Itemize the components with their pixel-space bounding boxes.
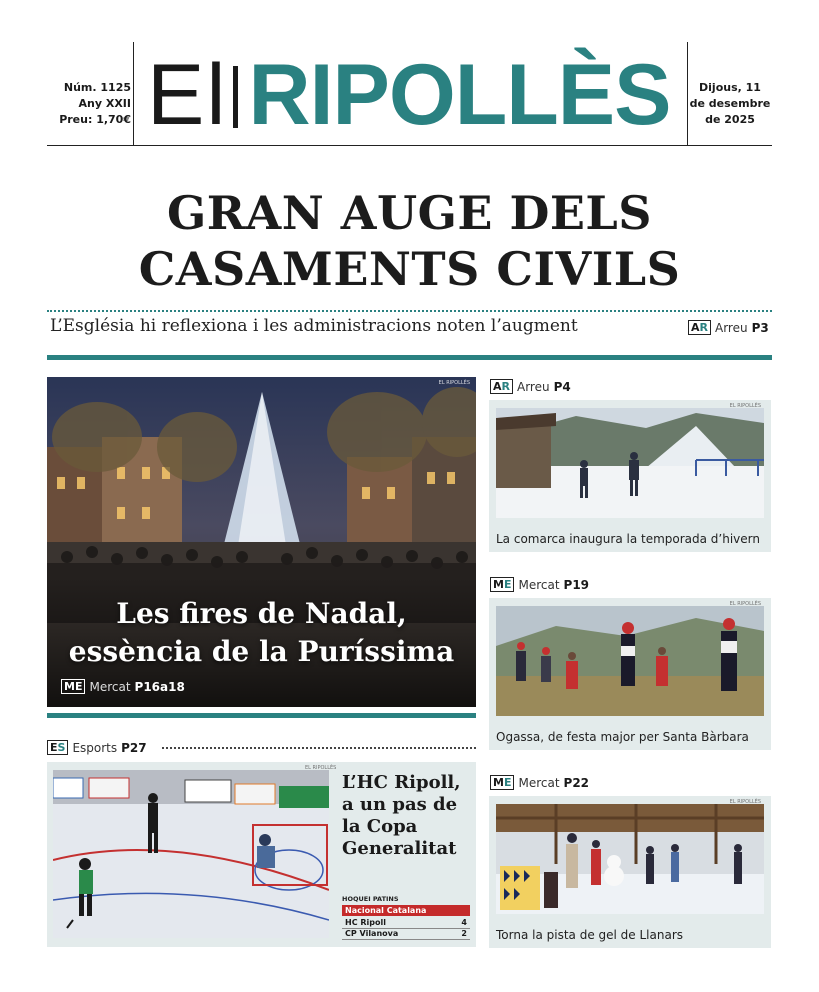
team-score: 4 [461, 918, 467, 927]
section-code: ES [47, 740, 68, 755]
section-page: P19 [563, 577, 590, 592]
sports-section-tag[interactable] [47, 740, 147, 755]
sports-headline[interactable] [342, 772, 472, 860]
league-banner: Nacional Catalana [342, 905, 470, 916]
story2-section-tag[interactable] [490, 577, 589, 592]
folk-dance-image [496, 606, 764, 716]
lead-bottom-bar [47, 355, 772, 360]
feature-section-tag[interactable] [61, 679, 185, 694]
sports-title-line-2: a un pas de [342, 794, 458, 815]
lead-divider [47, 310, 772, 312]
logo-name: RIPOLLÈS [248, 47, 671, 143]
story-caption: Ogassa, de festa major per Santa Bàrbara [496, 730, 749, 744]
sports-card[interactable] [47, 762, 476, 947]
section-page: P16a18 [134, 679, 185, 694]
score-row [342, 929, 470, 940]
sports-title-line-4: Generalitat [342, 838, 457, 859]
lead-headline[interactable] [47, 185, 772, 297]
caption-line-1: Les fires de Nadal, [116, 597, 407, 630]
issue-info [47, 80, 131, 128]
section-code: ME [61, 679, 85, 694]
section-label: Arreu [715, 320, 748, 335]
story1-section-tag[interactable] [490, 379, 571, 394]
date-day: Dijous, 11 [699, 81, 761, 94]
feature-caption [47, 595, 476, 671]
section-page: P27 [121, 740, 147, 755]
photo-credit: EL RIPOLLÈS [438, 380, 470, 386]
rink-hockey-image [53, 770, 329, 938]
issue-number: Núm. 1125 [63, 81, 131, 94]
sports-title-line-3: la Copa [342, 816, 418, 837]
section-page: P4 [553, 379, 571, 394]
section-label: Arreu [517, 379, 550, 394]
sports-tag-rule [162, 747, 476, 749]
story-card-ogassa[interactable] [489, 598, 771, 750]
date-year: de 2025 [705, 113, 755, 126]
section-code: AR [490, 379, 513, 394]
section-label: Esports [72, 740, 118, 755]
feature-photo[interactable] [47, 377, 476, 707]
team-name: CP Vilanova [345, 929, 399, 938]
score-heading: HOQUEI PATINS [342, 895, 399, 903]
issue-price: Preu: 1,70€ [59, 113, 131, 126]
photo-credit: EL RIPOLLÈS [729, 403, 761, 409]
ice-rink-photo [496, 804, 764, 914]
issue-date [688, 80, 772, 128]
section-code: ME [490, 775, 514, 790]
section-page: P3 [751, 320, 769, 335]
team-score: 2 [461, 929, 467, 938]
score-row [342, 918, 470, 929]
masthead [47, 42, 772, 146]
story-caption: Torna la pista de gel de Llanars [496, 928, 684, 942]
section-page: P22 [563, 775, 590, 790]
logo-el: El [147, 47, 228, 143]
photo-credit: EL RIPOLLÈS [729, 601, 761, 607]
ski-slope-image [496, 408, 764, 518]
section-label: Mercat [89, 679, 131, 694]
sports-title-line-1: L’HC Ripoll, [342, 772, 461, 793]
headline-line-1: GRAN AUGE DELS [167, 186, 652, 240]
section-label: Mercat [518, 577, 560, 592]
ski-photo [496, 408, 764, 518]
logo-separator [233, 66, 238, 128]
photo-credit: EL RIPOLLÈS [729, 799, 761, 805]
ice-rink-image [496, 804, 764, 914]
newspaper-logo[interactable] [147, 47, 677, 143]
headline-line-2: CASAMENTS CIVILS [138, 242, 681, 296]
section-code: AR [688, 320, 711, 335]
hockey-photo [53, 770, 329, 938]
date-month: de desembre [689, 97, 771, 110]
issue-year: Any XXII [78, 97, 131, 110]
team-name: HC Ripoll [345, 918, 386, 927]
section-code: ME [490, 577, 514, 592]
story3-section-tag[interactable] [490, 775, 589, 790]
story-card-ice-rink[interactable] [489, 796, 771, 948]
caption-line-2: essència de la Puríssima [68, 635, 455, 668]
lead-subhead: L’Església hi reflexiona i les administracions noten l’augment [50, 316, 578, 336]
story-caption: La comarca inaugura la temporada d’hivern [496, 532, 760, 546]
photo-credit: EL RIPOLLÈS [305, 765, 337, 771]
masthead-divider-left [133, 42, 134, 146]
feature-bottom-bar [47, 713, 476, 718]
section-label: Mercat [518, 775, 560, 790]
story-card-ski[interactable] [489, 400, 771, 552]
lead-section-tag[interactable] [688, 320, 769, 335]
festival-photo [496, 606, 764, 716]
